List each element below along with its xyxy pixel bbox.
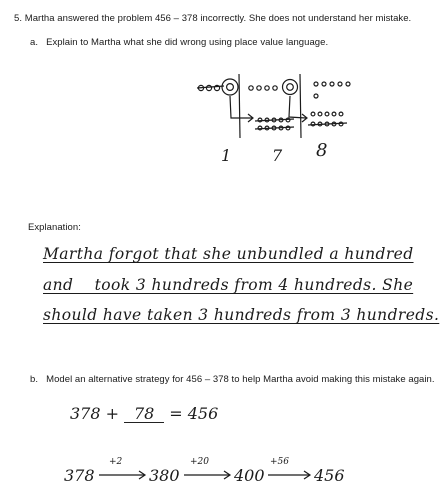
jump-arrow-1 <box>99 471 145 479</box>
part-b-label: b. <box>30 374 39 385</box>
jump-label-plus-2: +2 <box>109 457 123 467</box>
part-a-label: a. <box>30 37 39 48</box>
tens-digit: 7 <box>272 146 283 165</box>
number-line-value-378: 378 <box>64 466 95 485</box>
jump-arrow-3 <box>268 471 310 479</box>
jump-label-plus-56: +56 <box>270 457 289 467</box>
number-line-value-456: 456 <box>314 466 345 485</box>
explanation-line-1: Martha forgot that she unbundled a hundred <box>43 245 414 263</box>
equation-left: 378 + <box>70 404 120 423</box>
explanation-label: Explanation: <box>28 222 81 233</box>
equation-blank: 78 <box>124 406 164 423</box>
hundreds-digit: 1 <box>221 146 232 165</box>
explanation-line-3: should have taken 3 hundreds from 3 hundreds. <box>43 306 440 324</box>
explanation-line-2: and took 3 hundreds from 4 hundreds. She <box>43 276 414 294</box>
problem-text: Martha answered the problem 456 – 378 incorrectly. She does not understand her mistake. <box>24 13 412 24</box>
problem-number: 5. <box>14 13 23 24</box>
number-line-value-380: 380 <box>149 466 180 485</box>
ones-digit: 8 <box>316 140 328 161</box>
part-a-text: Explain to Martha what she did wrong using place value language. <box>46 37 329 48</box>
jump-label-plus-20: +20 <box>190 457 209 467</box>
number-line-value-400: 400 <box>234 466 265 485</box>
equation-right: = 456 <box>169 404 219 423</box>
jump-arrow-2 <box>184 471 230 479</box>
part-b-text: Model an alternative strategy for 456 – 378 to help Martha avoid making this mistake again. <box>46 374 435 385</box>
